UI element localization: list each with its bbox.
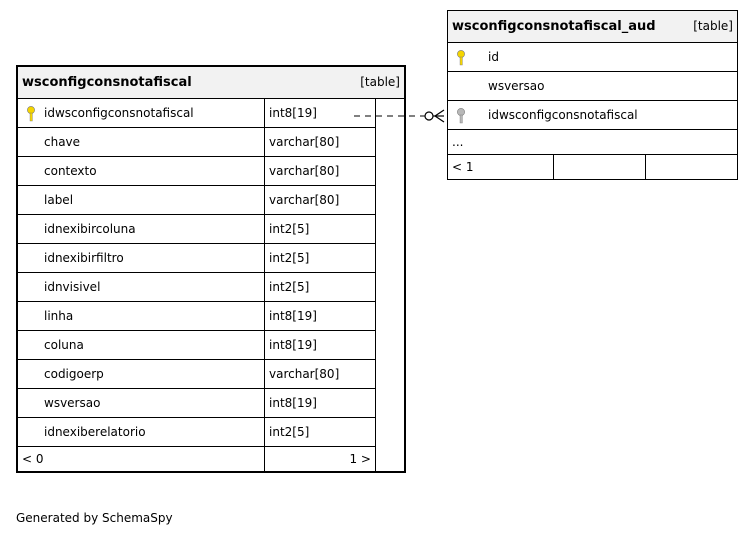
more-columns: ... <box>448 130 738 155</box>
column-name[interactable]: idnexibirfiltro <box>17 244 265 273</box>
table-type-label: [table] <box>693 19 733 33</box>
zero-cardinality-circle <box>425 112 433 120</box>
column-name[interactable]: id <box>448 43 738 72</box>
column-type: int2[5] <box>265 215 376 244</box>
column-name[interactable]: label <box>17 186 265 215</box>
column-type: varchar[80] <box>265 157 376 186</box>
children-count: 1 > <box>265 447 376 473</box>
column-name[interactable]: contexto <box>17 157 265 186</box>
parents-count: < 0 <box>17 447 265 473</box>
crowfoot-upper <box>435 110 444 116</box>
parents-count: < 1 <box>448 155 554 180</box>
column-name[interactable]: idnvisivel <box>17 273 265 302</box>
column-type: varchar[80] <box>265 186 376 215</box>
column-name[interactable]: codigoerp <box>17 360 265 389</box>
column-type: int2[5] <box>265 418 376 447</box>
column-name[interactable]: idnexibircoluna <box>17 215 265 244</box>
column-type: int2[5] <box>265 244 376 273</box>
relationship-link[interactable] <box>354 110 444 122</box>
column-type: int8[19] <box>265 99 376 128</box>
table-name[interactable]: wsconfigconsnotafiscal_aud <box>452 19 656 34</box>
column-name[interactable]: linha <box>17 302 265 331</box>
column-name[interactable]: idnexiberelatorio <box>17 418 265 447</box>
column-type: int2[5] <box>265 273 376 302</box>
table-name[interactable]: wsconfigconsnotafiscal <box>22 75 192 90</box>
column-type: varchar[80] <box>265 128 376 157</box>
column-name[interactable]: wsversao <box>448 72 738 101</box>
table-type-label: [table] <box>360 75 400 89</box>
column-type: varchar[80] <box>265 360 376 389</box>
column-type: int8[19] <box>265 389 376 418</box>
column-name[interactable]: coluna <box>17 331 265 360</box>
generated-by-footer: Generated by SchemaSpy <box>16 511 173 525</box>
column-name[interactable]: wsversao <box>17 389 265 418</box>
column-type: int8[19] <box>265 331 376 360</box>
crowfoot-lower <box>435 116 444 122</box>
column-type: int8[19] <box>265 302 376 331</box>
column-name[interactable]: idwsconfigconsnotafiscal <box>17 99 265 128</box>
column-name[interactable]: chave <box>17 128 265 157</box>
column-name[interactable]: idwsconfigconsnotafiscal <box>448 101 738 130</box>
